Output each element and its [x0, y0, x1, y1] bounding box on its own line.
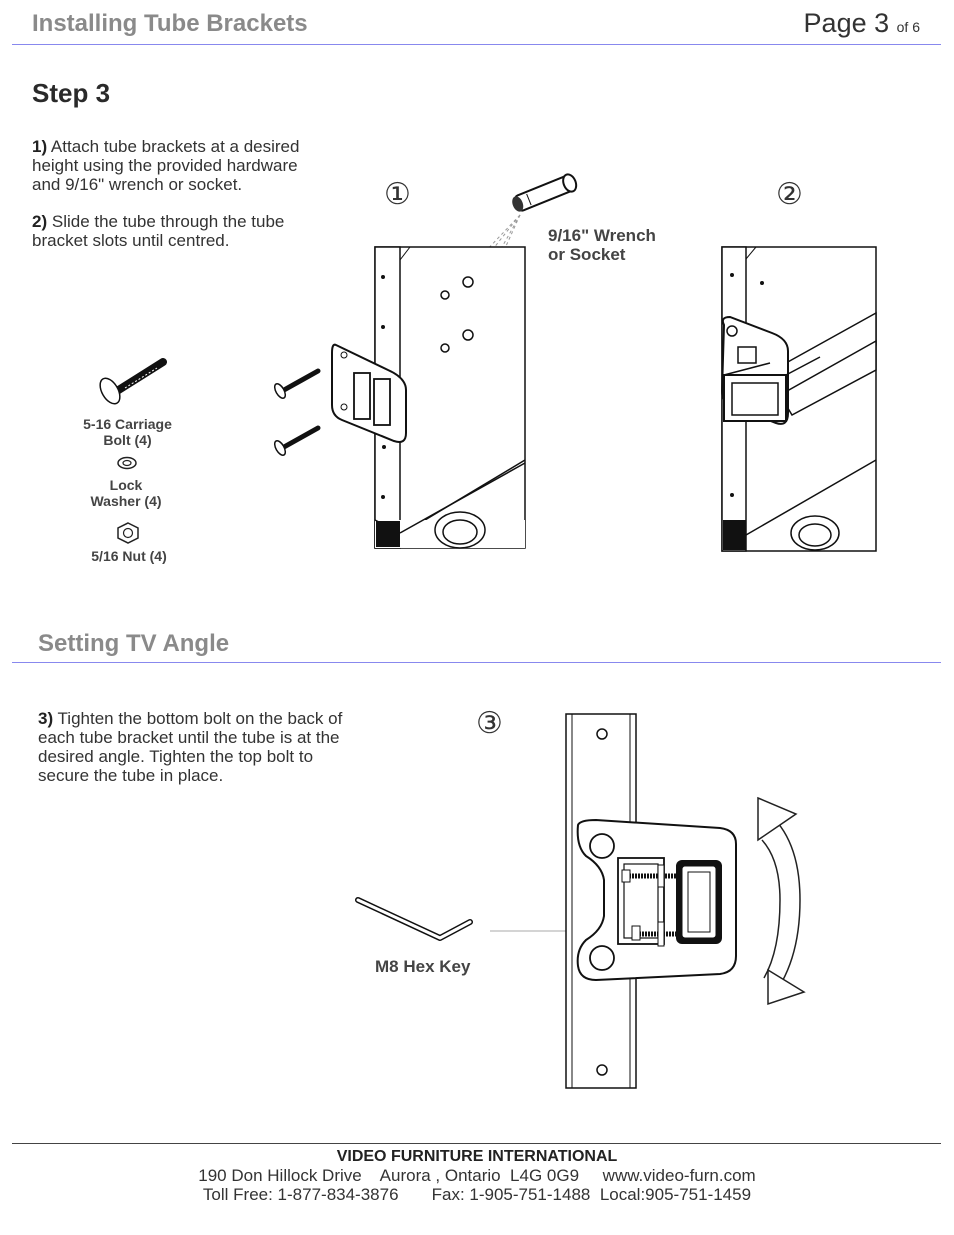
carriage-bolt-icon [95, 355, 175, 405]
figure-3-illustration [350, 710, 820, 1095]
footer-address: 190 Don Hillock Drive Aurora , Ontario L4G 0G9 www.video-furn.com [198, 1166, 756, 1185]
washer-label: Lock Washer (4) [90, 477, 162, 509]
hex-nut-icon [116, 522, 140, 544]
section-rule [12, 662, 941, 663]
instruction-3-line-2: each tube bracket until the tube is at the [38, 728, 340, 747]
instruction-1-line-2: height using the provided hardware [32, 156, 298, 175]
lock-washer-icon [116, 456, 138, 470]
instruction-2-line-2: bracket slots until centred. [32, 231, 230, 250]
page-header-title: Installing Tube Brackets [32, 10, 308, 37]
instruction-3-line-1: Tighten the bottom bolt on the back of [57, 709, 343, 728]
step-title: Step 3 [32, 78, 111, 108]
footer-rule [12, 1143, 941, 1144]
bolt-label: 5-16 Carriage Bolt (4) [83, 416, 172, 448]
nut-label: 5/16 Nut (4) [91, 548, 167, 564]
wrench-label: 9/16" Wrench or Socket [548, 226, 656, 264]
figure-2-illustration [720, 245, 880, 555]
hex-key-label: M8 Hex Key [375, 957, 471, 976]
header-rule [12, 44, 941, 45]
figure-1-illustration [270, 175, 570, 555]
instruction-3-line-3: desired angle. Tighten the top bolt to [38, 747, 314, 766]
instruction-1-line-1: Attach tube brackets at a desired [50, 137, 300, 156]
instruction-3-line-4: secure the tube in place. [38, 766, 224, 785]
footer-contact: Toll Free: 1-877-834-3876 Fax: 1-905-751-1488 Local:905-751-1459 [202, 1185, 752, 1204]
page-number [804, 8, 920, 39]
figure-2-number: ② [776, 177, 803, 212]
page-label: Page 3 [803, 8, 890, 38]
instruction-2-line-1: Slide the tube through the tube [51, 212, 285, 231]
figure-1-number: ① [384, 177, 411, 212]
section-title: Setting TV Angle [38, 630, 230, 657]
instruction-3-number: 3) [38, 709, 54, 728]
page-of: of 6 [896, 19, 920, 35]
instruction-1-line-3: and 9/16" wrench or socket. [32, 175, 243, 194]
footer-company: VIDEO FURNITURE INTERNATIONAL [336, 1148, 618, 1165]
instruction-1-number: 1) [32, 137, 48, 156]
instruction-2-number: 2) [32, 212, 48, 231]
footer [0, 1147, 954, 1204]
figure-3-number: ③ [476, 706, 503, 741]
instruction-3 [38, 709, 388, 785]
